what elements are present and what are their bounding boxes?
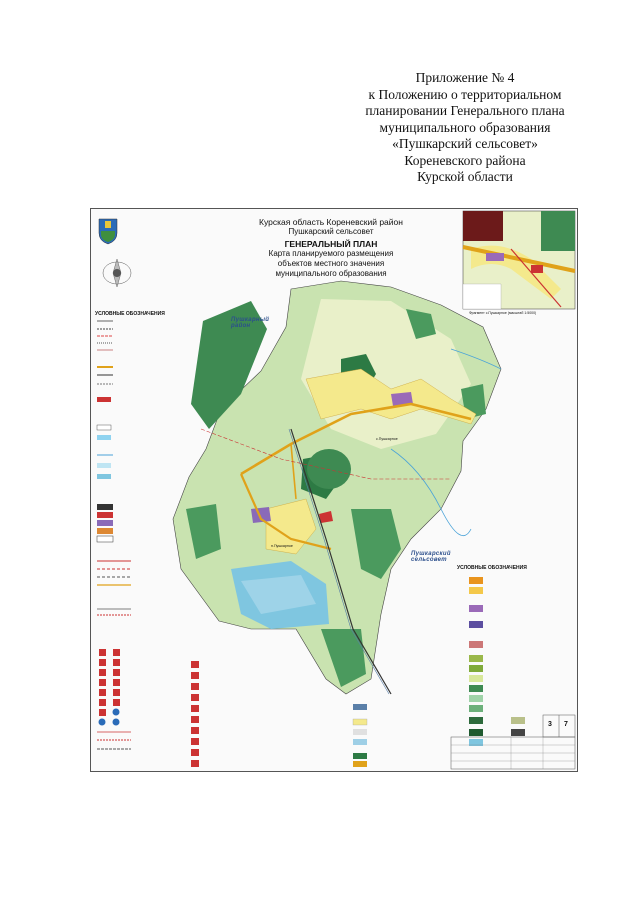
header-line-4: муниципального образования: [379, 119, 551, 135]
legend-left: [97, 321, 131, 749]
header-line-1: Приложение № 4: [415, 70, 515, 85]
header-line-7: Курской области: [417, 169, 513, 184]
header-line-3: планировании Генерального плана: [365, 103, 565, 118]
map-graphics: [91, 209, 577, 771]
legend-right-title: УСЛОВНЫЕ ОБОЗНАЧЕНИЯ: [457, 565, 527, 571]
legend-middle: [191, 661, 199, 767]
header-line-2: к Положению о территориальном: [368, 86, 562, 102]
map-title-line-3: ГЕНЕРАЛЬНЫЙ ПЛАН: [284, 239, 378, 249]
legend-left-title: УСЛОВНЫЕ ОБОЗНАЧЕНИЯ: [95, 311, 165, 317]
map-title-line-4: Карта планируемого размещения: [268, 249, 394, 258]
map-sheet: [90, 208, 578, 772]
territory: [173, 281, 501, 694]
legend-right: [469, 577, 525, 746]
neighbor-label-east: Пушкарский сельсовет: [411, 551, 451, 563]
map-title-line-5: объектов местного значения: [277, 259, 385, 268]
header-line-5: «Пушкарский сельсовет»: [392, 136, 538, 151]
neighbor-label-west: Пушкарный район: [231, 317, 270, 329]
inset-map: [463, 211, 575, 309]
north-arrow: [103, 259, 131, 287]
map-title-block: [231, 217, 431, 279]
header-line-6: Кореневского района: [404, 152, 526, 168]
appendix-header: [330, 70, 600, 186]
village-label-2: с.Пушкарное: [376, 437, 398, 441]
village-label-1: п.Пушкарное: [271, 544, 293, 548]
map-title-line-1: Курская область Кореневский район: [259, 217, 403, 227]
map-title-line-2: Пушкарский сельсовет: [288, 227, 374, 236]
legend-bottom-center: [353, 704, 367, 767]
sheet-number-2: 7: [564, 721, 568, 728]
sheet-number-1: 3: [548, 721, 552, 728]
coat-of-arms: [99, 219, 117, 244]
inset-caption: Фрагмент с.Пушкарное (масштаб 1:5000): [469, 311, 537, 315]
map-title-line-6: муниципального образования: [275, 269, 387, 278]
